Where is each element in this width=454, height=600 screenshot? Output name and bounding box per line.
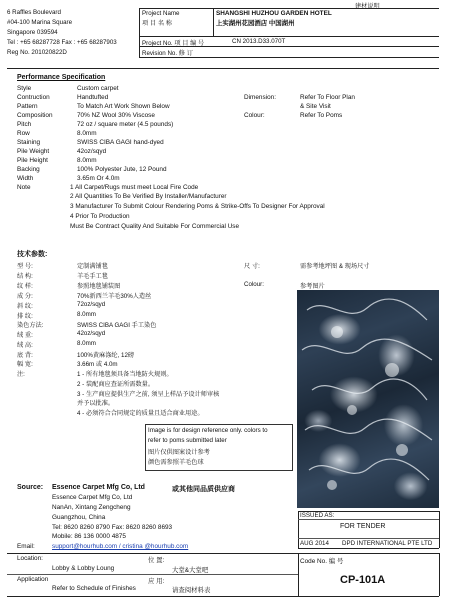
dimension-value-2: & Site Visit <box>300 103 331 110</box>
company-reg: Reg No. 201020822D <box>7 49 67 56</box>
cn-label: 绒 高: <box>17 342 33 349</box>
spec-note: 3 Manufacturer To Submit Colour Rendering Poms & Strike-Offs To Designer For Approval <box>70 203 325 210</box>
spec-label: Backing <box>17 166 40 173</box>
cn-spec-heading: 技术参数: <box>17 251 48 258</box>
cn-note: 4 - 必须符合合同规定的质量且适合商业用途。 <box>77 410 204 417</box>
revision-label: Revision No. 修 订 <box>142 50 193 57</box>
company-tel: Tel : +65 68287728 Fax : +65 68287903 <box>7 39 117 46</box>
source-line: NanAn, Xintang Zengcheng <box>52 504 131 511</box>
cn-value: 1 - 所有地毯须具备当地防火规则。 <box>77 371 173 378</box>
code-value: CP-101A <box>340 574 386 586</box>
project-no-value: CN 2013.D33.070T <box>232 38 286 45</box>
spec-label: Pattern <box>17 103 38 110</box>
image-note-line: 颜色需参照羊毛色球 <box>148 459 204 466</box>
spec-value: Custom carpet <box>77 85 119 92</box>
project-no-label: Project No. 项 目 编 号 <box>142 40 205 47</box>
spec-label: Contruction <box>17 94 50 101</box>
spec-note: 2 All Quantities To Be Verified By Installer/Manufacturer <box>70 193 227 200</box>
cn-label: 底 背: <box>17 352 33 359</box>
cn-value: 3.66m 或 4.0m <box>77 361 118 368</box>
cn-value: 8.0mm <box>77 311 96 318</box>
spec-label: Composition <box>17 112 53 119</box>
spec-note: Must Be Contract Quality And Suitable For Commercial Use <box>70 223 240 230</box>
spec-label: Note <box>17 184 31 191</box>
source-line: Mobile: 86 136 0000 4875 <box>52 533 126 540</box>
cn-value: 羊毛手工毯 <box>77 273 108 280</box>
spec-value: 8.0mm <box>77 157 97 164</box>
cn-size-label: 尺 寸: <box>244 263 260 270</box>
spec-value: 72 oz / square meter (4.5 pounds) <box>77 121 174 128</box>
spec-note: 4 Prior To Production <box>70 213 130 220</box>
cn-label: 绒 重: <box>17 332 33 339</box>
cn-label: 成 分: <box>17 293 33 300</box>
cn-value: SWISS CIBA GAGI 手工染色 <box>77 322 157 329</box>
cn-label: 注: <box>17 371 25 378</box>
application-label: Application <box>17 576 49 583</box>
project-name-label: Project Name <box>142 10 180 17</box>
cn-value: 定制满铺毯 <box>77 263 108 270</box>
spec-value: 8.0mm <box>77 130 97 137</box>
cn-colour-value: 参考图片 <box>300 283 325 290</box>
issued-status: FOR TENDER <box>340 523 386 530</box>
source-line: Guangzhou, China <box>52 514 106 521</box>
spec-value: 3.65m Or 4.0m <box>77 175 120 182</box>
cn-label: 纹 样: <box>17 283 33 290</box>
location-label: Location: <box>17 555 43 562</box>
project-name-value: SHANGSHI HUZHOU GARDEN HOTEL <box>216 10 332 17</box>
location-value: Lobby & Lobby Loung <box>52 565 115 572</box>
cn-value: 72oz/sqyd <box>77 301 106 308</box>
project-name-value-cn: 上实湖州花园酒店 中国湖州 <box>216 20 295 27</box>
project-name-label-cn: 项 目 名 称 <box>142 20 172 27</box>
application-value: Refer to Schedule of Finishes <box>52 585 136 592</box>
cn-label: 染色方法: <box>17 322 44 329</box>
cn-colour-label: Colour: <box>244 281 264 288</box>
source-label: Source: <box>17 484 44 491</box>
application-value-cn: 请查阅材料表 <box>172 587 211 594</box>
image-note-line: 图片仅供图案设计参考 <box>148 449 210 456</box>
source-line: Essence Carpet Mfg Co, Ltd <box>52 494 133 501</box>
spec-label: Row <box>17 130 30 137</box>
issued-label: ISSUED AS: <box>300 512 335 519</box>
source-company: Essence Carpet Mfg Co, Ltd <box>52 484 145 491</box>
spec-label: Pitch <box>17 121 32 128</box>
cn-label: 结 构: <box>17 273 33 280</box>
cn-value: 8.0mm <box>77 340 96 347</box>
issued-date: AUG 2014 <box>300 540 329 547</box>
cn-value: 70%新西兰羊毛30%人造丝 <box>77 293 152 300</box>
spec-label: Style <box>17 85 32 92</box>
spec-value: 1 All Carpet/Rugs must meet Local Fire Code <box>70 184 199 191</box>
cn-value: 100%黄麻涤纶, 12磅 <box>77 352 135 359</box>
email-link[interactable]: support@hourhub.com / cristina @hourhub.com <box>52 543 189 550</box>
image-note-line: Image is for design reference only. colors to <box>148 427 268 434</box>
spec-value: To Match Art Work Shown Below <box>77 103 170 110</box>
cn-label: 幅 宽: <box>17 361 33 368</box>
company-name: 6 Raffles Boulevard <box>7 9 61 16</box>
dimension-label: Dimension: <box>244 94 276 101</box>
colour-value: Refer To Poms <box>300 112 343 119</box>
location-label-cn: 位 置: <box>148 557 165 564</box>
code-label: Code No. 编 号 <box>300 558 344 565</box>
spec-heading: Performance Specification <box>17 74 106 81</box>
email-label: Email: <box>17 543 35 550</box>
colour-label: Colour: <box>244 112 265 119</box>
spec-label: Staining <box>17 139 41 146</box>
spec-value: 42oz/sqyd <box>77 148 107 155</box>
cn-note: 3 - 生产商应提供生产之前, 须呈上样品予设计师审核 <box>77 391 220 398</box>
application-label-cn: 应 用: <box>148 578 165 585</box>
cn-label: 型 号: <box>17 263 33 270</box>
spec-value: 100% Polyester Jute, 12 Pound <box>77 166 167 173</box>
location-value-cn: 大堂&大堂吧 <box>172 567 209 574</box>
company-address-1: #04-100 Marina Square <box>7 19 73 26</box>
cn-size-value: 需参考地坪图 & 现场尺寸 <box>300 263 370 270</box>
image-note-line: refer to poms submitted later <box>148 437 227 444</box>
doc-type-label: 建材说明 <box>355 3 380 10</box>
issued-firm: DPD INTERNATIONAL PTE LTD <box>342 540 433 547</box>
cn-value: 参照地毯铺装图 <box>77 283 121 290</box>
cn-note: 并予以批准。 <box>77 400 115 407</box>
company-address-2: Singapore 039594 <box>7 29 58 36</box>
spec-label: Width <box>17 175 34 182</box>
spec-value: SWISS CIBA GAGI hand-dyed <box>77 139 164 146</box>
source-line: Tel: 8620 8260 8790 Fax: 8620 8260 8693 <box>52 524 173 531</box>
spec-label: Pile Height <box>17 157 48 164</box>
spec-value: Handtufted <box>77 94 109 101</box>
source-company-cn: 或其他同品质供应商 <box>172 486 235 493</box>
spec-label: Pile Weight <box>17 148 50 155</box>
cn-label: 排 纹: <box>17 313 33 320</box>
cn-note: 2 - 装配商应查证所需数量。 <box>77 381 155 388</box>
cn-label: 斜 纹: <box>17 303 33 310</box>
cn-value: 42oz/sqyd <box>77 330 106 337</box>
spec-value: 70% NZ Wool 30% Viscose <box>77 112 155 119</box>
dimension-value: Refer To Floor Plan <box>300 94 355 101</box>
carpet-reference-image <box>297 290 439 508</box>
